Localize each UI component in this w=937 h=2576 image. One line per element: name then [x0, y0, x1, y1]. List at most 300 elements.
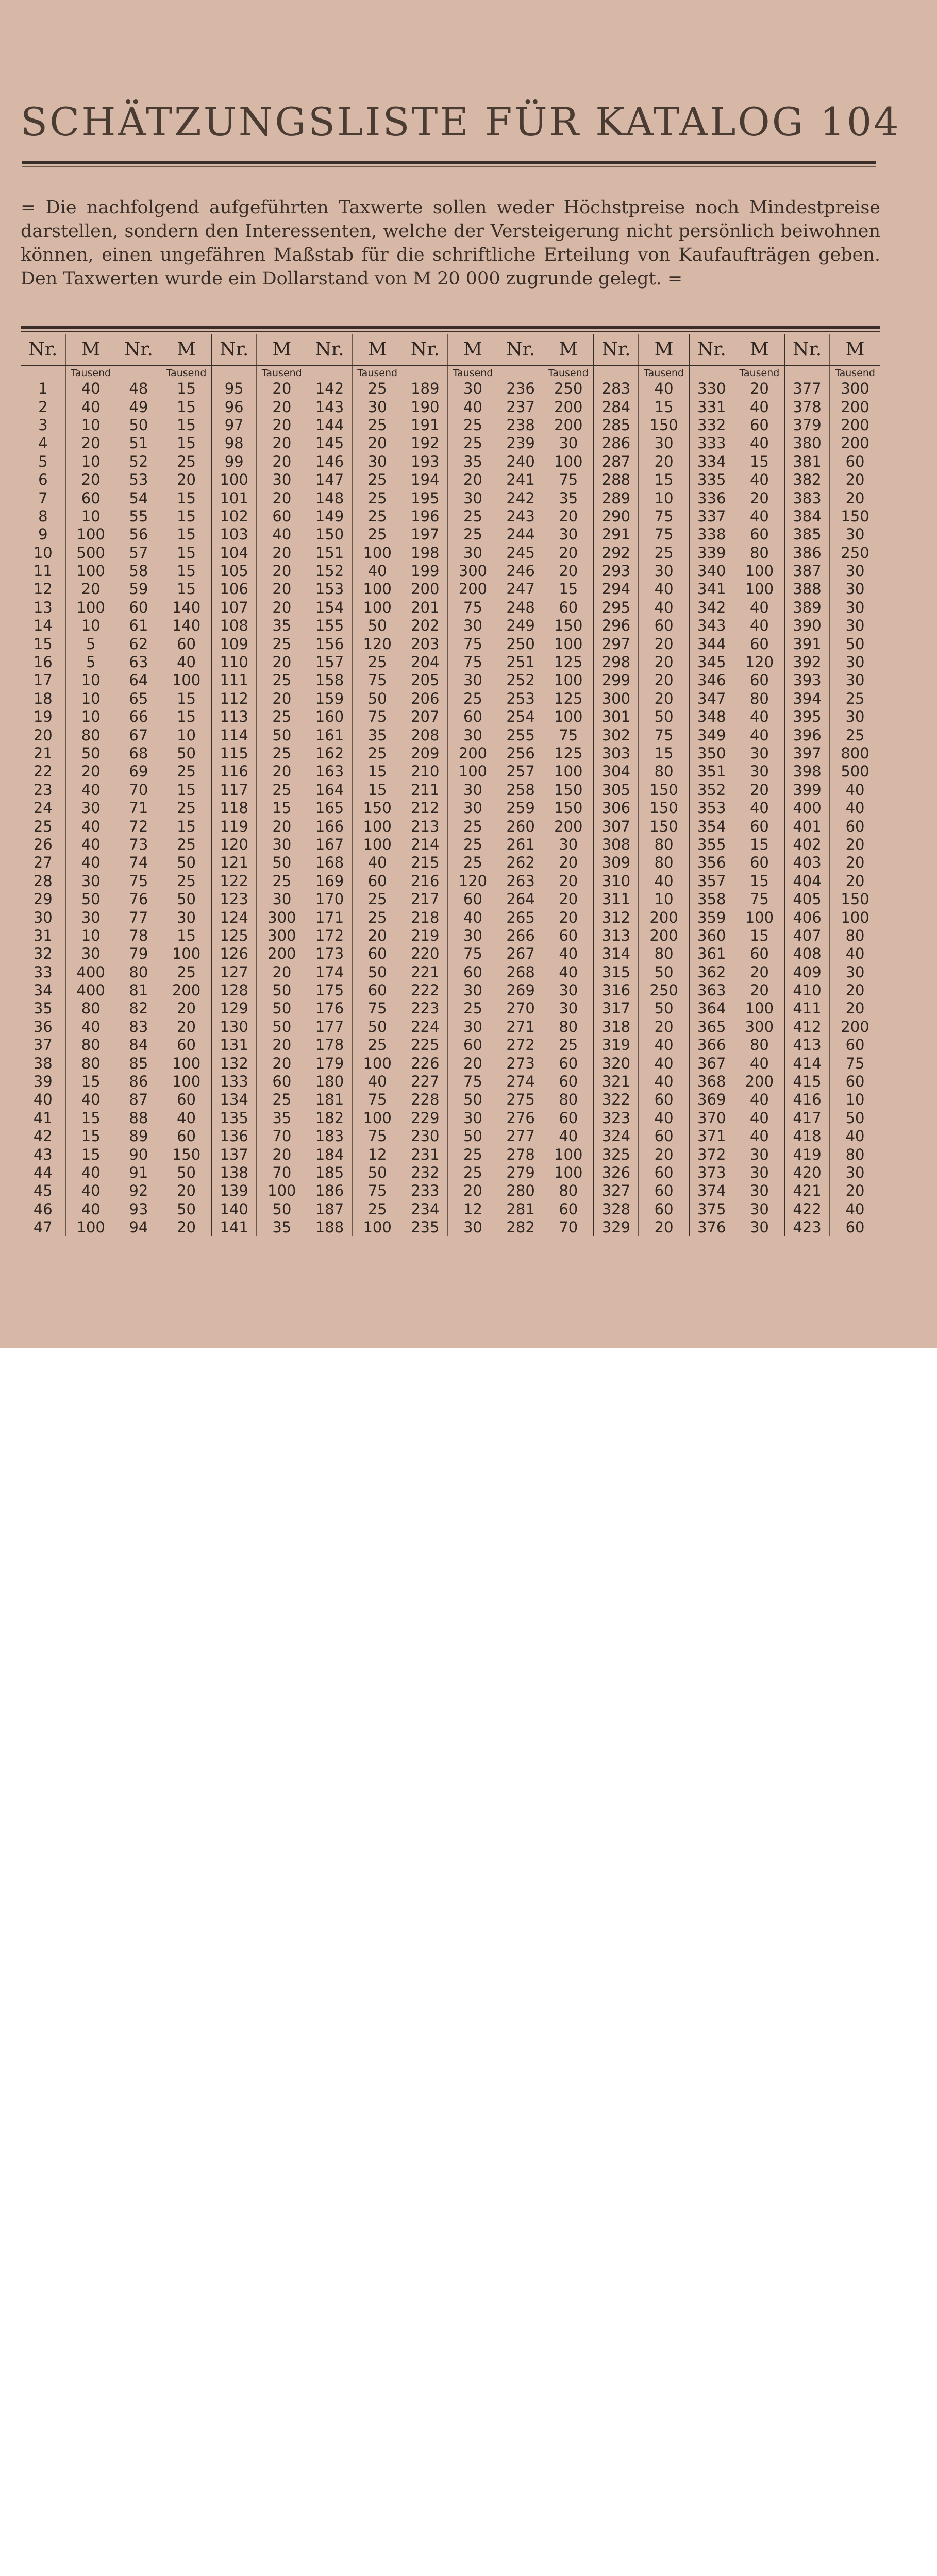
lot-number: 26: [21, 836, 65, 854]
table-row: [21, 653, 880, 671]
lot-number: 87: [116, 1091, 161, 1109]
lot-number: 145: [307, 434, 352, 452]
header-m: M: [65, 334, 116, 366]
lot-number: 315: [594, 963, 639, 981]
lot-number: 267: [498, 945, 543, 963]
lot-number: 234: [403, 1200, 447, 1218]
lot-number: 45: [21, 1182, 65, 1200]
lot-number: 299: [594, 671, 639, 689]
estimate-value: 140: [161, 599, 211, 617]
estimate-value: 15: [161, 708, 211, 726]
estimate-value: 40: [65, 380, 116, 398]
lot-number: 373: [689, 1164, 734, 1182]
lot-number: 287: [594, 453, 639, 471]
title-rule-thin: [22, 166, 876, 167]
estimate-value: 25: [257, 708, 307, 726]
estimate-value: 15: [161, 690, 211, 708]
lot-number: 121: [212, 854, 257, 872]
lot-number: 21: [21, 744, 65, 762]
estimate-value: 40: [161, 653, 211, 671]
table-row: [21, 635, 880, 653]
estimate-value: 125: [543, 653, 594, 671]
lot-number: 365: [689, 1018, 734, 1036]
estimate-value: 150: [161, 1145, 211, 1163]
estimate-value: 25: [352, 416, 403, 434]
estimate-value: 20: [161, 1018, 211, 1036]
lot-number: 65: [116, 690, 161, 708]
estimate-value: 25: [352, 653, 403, 671]
lot-number: 56: [116, 526, 161, 544]
lot-number: 70: [116, 781, 161, 799]
estimate-value: 60: [734, 526, 784, 544]
lot-number: 197: [403, 526, 447, 544]
lot-number: 319: [594, 1036, 639, 1054]
estimate-value: 30: [257, 890, 307, 908]
estimate-value: 30: [845, 526, 865, 544]
estimate-value: 40: [65, 1200, 116, 1218]
lot-number: 389: [785, 599, 830, 617]
lot-number: 414: [785, 1054, 830, 1072]
lot-number: 216: [403, 872, 447, 890]
lot-number: 126: [212, 945, 257, 963]
estimate-value: 40: [543, 963, 594, 981]
lot-number: 370: [689, 1109, 734, 1127]
lot-number: 328: [594, 1200, 639, 1218]
lot-number: 28: [21, 872, 65, 890]
estimate-value: 100: [543, 1145, 594, 1163]
lot-number: 140: [212, 1200, 257, 1218]
lot-number: 57: [116, 544, 161, 562]
estimate-value: 300: [447, 562, 498, 580]
lot-number: 125: [212, 927, 257, 945]
lot-number: 265: [498, 908, 543, 926]
estimate-value: 30: [447, 726, 498, 744]
table-row: [21, 908, 880, 926]
lot-number: 292: [594, 544, 639, 562]
estimate-value: 40: [352, 562, 403, 580]
estimate-value: 200: [639, 927, 689, 945]
estimate-value: 20: [734, 981, 784, 999]
estimate-value: 20: [845, 872, 865, 890]
estimate-value: 40: [639, 1109, 689, 1127]
lot-number: 105: [212, 562, 257, 580]
header-m: M: [543, 334, 594, 366]
lot-number: 178: [307, 1036, 352, 1054]
lot-number: 231: [403, 1145, 447, 1163]
estimate-value: 40: [639, 599, 689, 617]
estimate-value: 20: [639, 1018, 689, 1036]
estimate-value: 100: [352, 544, 403, 562]
lot-number: 323: [594, 1109, 639, 1127]
lot-number: 80: [116, 963, 161, 981]
estimate-value: 40: [447, 398, 498, 416]
lot-number: 188: [307, 1218, 352, 1236]
table-row: [21, 817, 880, 835]
lot-number: 335: [689, 471, 734, 489]
lot-number: 316: [594, 981, 639, 999]
lot-number: 143: [307, 398, 352, 416]
estimate-value: 25: [352, 471, 403, 489]
table-row: [21, 1109, 880, 1127]
lot-number: 199: [403, 562, 447, 580]
table-row: [21, 1145, 880, 1163]
lot-number: 54: [116, 489, 161, 507]
estimate-value: 50: [257, 1018, 307, 1036]
lot-number: 390: [785, 617, 830, 635]
header-m: M: [830, 334, 880, 366]
estimate-value: 60: [639, 1127, 689, 1145]
lot-number: 329: [594, 1218, 639, 1236]
estimate-value: 40: [845, 945, 865, 963]
estimate-value: 75: [734, 890, 784, 908]
lot-number: 96: [212, 398, 257, 416]
estimate-value: 400: [65, 963, 116, 981]
unit-label: Tausend: [734, 366, 784, 380]
estimate-value: 60: [845, 817, 865, 835]
lot-number: 306: [594, 799, 639, 817]
estimate-value: 25: [447, 1164, 498, 1182]
estimate-value: 15: [352, 762, 403, 781]
lot-number: 8: [21, 507, 65, 526]
estimate-value: 30: [734, 744, 784, 762]
lot-number: 229: [403, 1109, 447, 1127]
estimate-value: 30: [447, 981, 498, 999]
lot-number: 362: [689, 963, 734, 981]
estimate-value: 50: [65, 890, 116, 908]
unit-label: Tausend: [639, 366, 689, 380]
lot-number: 230: [403, 1127, 447, 1145]
lot-number: 67: [116, 726, 161, 744]
lot-number: 227: [403, 1073, 447, 1091]
estimate-value: 40: [845, 1127, 865, 1145]
lot-number: 165: [307, 799, 352, 817]
lot-number: 401: [785, 817, 830, 835]
lot-number: 237: [498, 398, 543, 416]
estimate-value: 40: [734, 398, 784, 416]
lot-number: 387: [785, 562, 830, 580]
lot-number: 308: [594, 836, 639, 854]
lot-number: 134: [212, 1091, 257, 1109]
estimate-value: 20: [257, 489, 307, 507]
estimate-value: 30: [447, 1109, 498, 1127]
lot-number: 20: [21, 726, 65, 744]
estimate-value: 60: [65, 489, 116, 507]
estimate-value: 15: [161, 580, 211, 598]
lot-number: 42: [21, 1127, 65, 1145]
table-row: [21, 1200, 880, 1218]
lot-number: 48: [116, 380, 161, 398]
estimate-value: 100: [65, 1218, 116, 1236]
lot-number: 101: [212, 489, 257, 507]
estimate-value: 5: [65, 653, 116, 671]
estimate-value: 30: [734, 762, 784, 781]
estimate-value: 75: [447, 653, 498, 671]
lot-number: 85: [116, 1054, 161, 1072]
lot-number: 407: [785, 927, 830, 945]
lot-number: 106: [212, 580, 257, 598]
estimate-value: 75: [543, 726, 594, 744]
estimate-value: 25: [257, 671, 307, 689]
estimate-value: 20: [352, 434, 403, 452]
estimate-value: 60: [734, 854, 784, 872]
estimate-value: 30: [65, 799, 116, 817]
estimate-value: 80: [845, 1145, 865, 1163]
estimate-value: 30: [734, 1182, 784, 1200]
estimate-value: 20: [543, 562, 594, 580]
estimate-value: 80: [65, 999, 116, 1018]
lot-number: 215: [403, 854, 447, 872]
table-row: [21, 599, 880, 617]
lot-number: 77: [116, 908, 161, 926]
lot-number: 166: [307, 817, 352, 835]
lot-number: 9: [21, 526, 65, 544]
estimate-value: 200: [734, 1073, 784, 1091]
unit-label: Tausend: [65, 366, 116, 380]
estimate-value: 40: [734, 507, 784, 526]
estimate-value: 40: [639, 580, 689, 598]
lot-number: 350: [689, 744, 734, 762]
lot-number: 293: [594, 562, 639, 580]
lot-number: 75: [116, 872, 161, 890]
lot-number: 36: [21, 1018, 65, 1036]
estimate-value: 40: [845, 799, 865, 817]
estimate-value: 60: [352, 872, 403, 890]
estimate-value: 100: [161, 671, 211, 689]
lot-number: 130: [212, 1018, 257, 1036]
estimate-value: 40: [65, 781, 116, 799]
estimate-value: 40: [65, 854, 116, 872]
estimate-value: 50: [639, 999, 689, 1018]
lot-number: 107: [212, 599, 257, 617]
estimate-value: 75: [447, 635, 498, 653]
lot-number: 112: [212, 690, 257, 708]
estimate-value: 30: [845, 963, 865, 981]
header-nr: Nr.: [307, 334, 352, 366]
lot-number: 311: [594, 890, 639, 908]
estimate-value: 50: [352, 1018, 403, 1036]
lot-number: 12: [21, 580, 65, 598]
lot-number: 274: [498, 1073, 543, 1091]
lot-number: 177: [307, 1018, 352, 1036]
estimate-value: 30: [543, 434, 594, 452]
estimate-value: 50: [639, 963, 689, 981]
estimate-value: 30: [447, 544, 498, 562]
estimate-value: 100: [734, 908, 784, 926]
lot-number: 248: [498, 599, 543, 617]
estimate-value: 60: [161, 1127, 211, 1145]
lot-number: 91: [116, 1164, 161, 1182]
lot-number: 129: [212, 999, 257, 1018]
estimate-value: 75: [639, 526, 689, 544]
estimate-value: 12: [352, 1145, 403, 1163]
lot-number: 29: [21, 890, 65, 908]
lot-number: 113: [212, 708, 257, 726]
table-header-row: [21, 334, 880, 366]
lot-number: 174: [307, 963, 352, 981]
header-m: M: [352, 334, 403, 366]
lot-number: 376: [689, 1218, 734, 1236]
lot-number: 339: [689, 544, 734, 562]
lot-number: 419: [785, 1145, 830, 1163]
estimate-value: 40: [447, 908, 498, 926]
estimate-value: 40: [734, 1054, 784, 1072]
lot-number: 393: [785, 671, 830, 689]
estimate-value: 20: [845, 854, 865, 872]
lot-number: 251: [498, 653, 543, 671]
estimate-value: 30: [734, 1218, 784, 1236]
lot-number: 330: [689, 380, 734, 398]
lot-number: 301: [594, 708, 639, 726]
estimate-value: 50: [845, 1109, 865, 1127]
lot-number: 25: [21, 817, 65, 835]
lot-number: 374: [689, 1182, 734, 1200]
lot-number: 108: [212, 617, 257, 635]
table-row: [21, 380, 880, 398]
estimate-value: 80: [543, 1182, 594, 1200]
lot-number: 282: [498, 1218, 543, 1236]
estimate-value: 80: [639, 762, 689, 781]
estimate-value: 30: [639, 434, 689, 452]
lot-number: 99: [212, 453, 257, 471]
lot-number: 17: [21, 671, 65, 689]
lot-number: 69: [116, 762, 161, 781]
lot-number: 354: [689, 817, 734, 835]
estimate-value: 40: [734, 471, 784, 489]
lot-number: 202: [403, 617, 447, 635]
estimate-value: 25: [352, 489, 403, 507]
header-m: M: [639, 334, 689, 366]
estimate-value: 60: [734, 635, 784, 653]
lot-number: 357: [689, 872, 734, 890]
estimate-value: 15: [161, 781, 211, 799]
estimate-value: 10: [639, 890, 689, 908]
estimate-value: 30: [161, 908, 211, 926]
lot-number: 193: [403, 453, 447, 471]
estimate-value: 400: [65, 981, 116, 999]
lot-number: 378: [785, 398, 830, 416]
estimate-value: 30: [845, 1163, 865, 1181]
lot-number: 366: [689, 1036, 734, 1054]
lot-number: 291: [594, 526, 639, 544]
table-row: [21, 981, 880, 999]
estimate-value: 50: [161, 854, 211, 872]
lot-number: 139: [212, 1182, 257, 1200]
lot-number: 141: [212, 1218, 257, 1236]
table-row: [21, 1073, 880, 1091]
estimate-value: 25: [447, 836, 498, 854]
estimate-value: 30: [734, 1145, 784, 1163]
estimate-value: 25: [447, 690, 498, 708]
lot-number: 2: [21, 398, 65, 416]
lot-number: 222: [403, 981, 447, 999]
table-row: [21, 927, 880, 945]
estimate-value: 100: [257, 1182, 307, 1200]
lot-number: 137: [212, 1145, 257, 1163]
estimate-value: 80: [65, 1054, 116, 1072]
lot-number: 385: [785, 526, 830, 544]
estimate-value: 20: [257, 580, 307, 598]
lot-number: 372: [689, 1145, 734, 1163]
lot-number: 410: [785, 981, 830, 999]
estimate-value: 80: [65, 1036, 116, 1054]
estimate-value: 80: [65, 726, 116, 744]
lot-number: 83: [116, 1018, 161, 1036]
estimate-value: 15: [161, 416, 211, 434]
estimate-value: 40: [639, 380, 689, 398]
estimate-value: 60: [543, 1073, 594, 1091]
lot-number: 359: [689, 908, 734, 926]
estimate-value: 40: [734, 434, 784, 452]
lot-number: 250: [498, 635, 543, 653]
estimate-value: 15: [65, 1127, 116, 1145]
estimate-value: 30: [447, 489, 498, 507]
estimate-value: 20: [845, 999, 865, 1018]
estimate-value: 30: [447, 380, 498, 398]
estimate-value: 100: [65, 599, 116, 617]
lot-number: 377: [785, 380, 830, 398]
lot-number: 163: [307, 762, 352, 781]
estimate-value: 30: [352, 398, 403, 416]
estimate-value: 35: [352, 726, 403, 744]
estimate-value: 60: [543, 927, 594, 945]
lot-number: 379: [785, 416, 830, 434]
estimate-value: 40: [161, 1109, 211, 1127]
estimate-value: 10: [65, 453, 116, 471]
lot-number: 18: [21, 690, 65, 708]
estimate-value: 20: [734, 380, 784, 398]
estimate-value: 50: [447, 1091, 498, 1109]
lot-number: 68: [116, 744, 161, 762]
lot-number: 210: [403, 762, 447, 781]
estimate-value: 25: [161, 799, 211, 817]
lot-number: 89: [116, 1127, 161, 1145]
estimate-value: 30: [447, 617, 498, 635]
table-row: [21, 963, 880, 981]
estimate-value: 15: [734, 453, 784, 471]
lot-number: 307: [594, 817, 639, 835]
lot-number: 270: [498, 999, 543, 1018]
estimate-value: 20: [543, 890, 594, 908]
lot-number: 84: [116, 1036, 161, 1054]
estimate-value: 40: [65, 1091, 116, 1109]
lot-number: 205: [403, 671, 447, 689]
estimate-value: 15: [639, 744, 689, 762]
estimate-value: 60: [734, 671, 784, 689]
estimate-value: 10: [65, 507, 116, 526]
table-row: [21, 999, 880, 1018]
estimate-value: 100: [352, 817, 403, 835]
estimate-value: 30: [65, 872, 116, 890]
lot-number: 269: [498, 981, 543, 999]
lot-number: 124: [212, 908, 257, 926]
estimate-value: 300: [841, 380, 869, 398]
lot-number: 388: [785, 580, 830, 598]
lot-number: 294: [594, 580, 639, 598]
lot-number: 34: [21, 981, 65, 999]
estimate-value: 60: [447, 963, 498, 981]
lot-number: 223: [403, 999, 447, 1018]
estimate-value: 200: [841, 434, 869, 452]
lot-number: 93: [116, 1200, 161, 1218]
lot-number: 266: [498, 927, 543, 945]
estimate-value: 12: [447, 1200, 498, 1218]
unit-label: Tausend: [161, 366, 211, 380]
estimate-value: 25: [447, 434, 498, 452]
lot-number: 220: [403, 945, 447, 963]
estimate-value: 140: [161, 617, 211, 635]
estimate-value: 20: [734, 963, 784, 981]
lot-number: 214: [403, 836, 447, 854]
